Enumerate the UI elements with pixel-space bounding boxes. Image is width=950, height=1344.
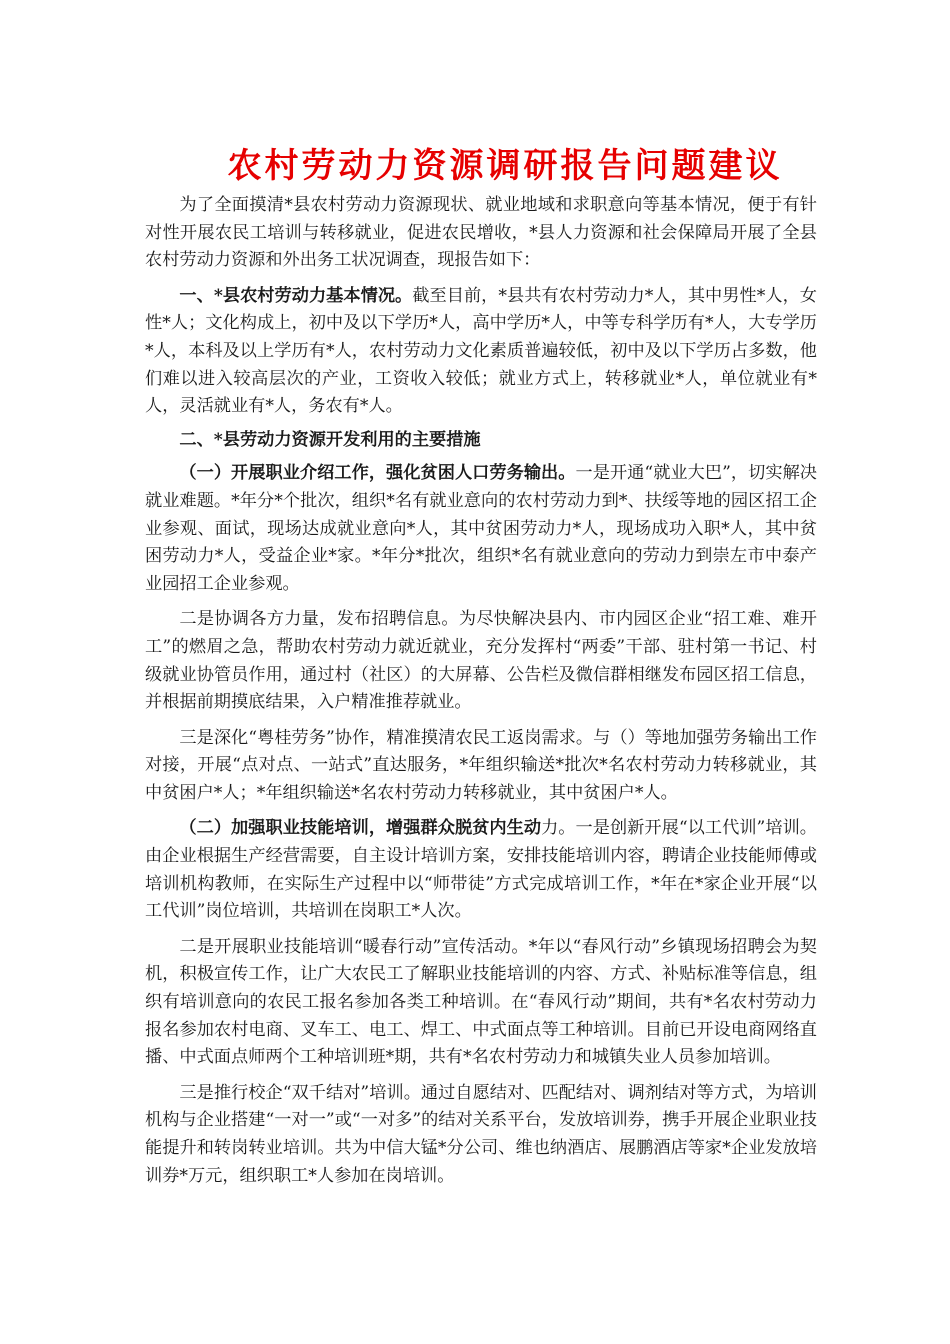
section-heading: 二、*县劳动力资源开发利用的主要措施 xyxy=(179,429,481,450)
paragraph-section-1 xyxy=(145,283,817,421)
paragraph-training-2 xyxy=(145,934,817,1072)
subsection-heading: （一）开展职业介绍工作，强化贫困人口劳务输出。 xyxy=(179,463,576,484)
paragraph-text: 为了全面摸清*县农村劳动力资源现状、就业地域和求职意向等基本情况，便于有针对性开展农民工培训与转移就业，促进农民增收，*县人力资源和社会保障局开展了全县农村劳动力资源和外出务工状况调查，现报告如下： xyxy=(145,195,817,271)
document-title: 农村劳动力资源调研报告问题建议 xyxy=(227,146,783,186)
paragraph-training-3 xyxy=(145,1080,817,1190)
paragraph-subsection-1 xyxy=(145,460,817,598)
paragraph-text: 力。一是创新开展“以工代训”培训。由企业根据生产经营需要，自主设计培训方案，安排技能培训内容，聘请企业技能师傅或培训机构教师，在实际生产过程中以“师带徒”方式完成培训工作，*年在*家企业开展“以工代训”岗位培训，共培训在岗职工*人次。 xyxy=(145,818,817,922)
paragraph-text: 二是协调各方力量，发布招聘信息。为尽快解决县内、市内园区企业“招工难、难开工”的燃眉之急，帮助农村劳动力就近就业，充分发挥村“两委”干部、驻村第一书记、村级就业协管员作用，通过村（社区）的大屏幕、公告栏及微信群相继发布园区招工信息，并根据前期摸底结果，入户精准推荐就业。 xyxy=(145,609,817,713)
paragraph-text: 二是开展职业技能培训“暖春行动”宣传活动。*年以“春风行动”乡镇现场招聘会为契机，积极宣传工作，让广大农民工了解职业技能培训的内容、方式、补贴标准等信息，组织有培训意向的农民工报名参加各类工种培训。在“春风行动”期间，共有*名农村劳动力报名参加农村电商、叉车工、电工、焊工、中式面点等工种培训。目前已开设电商网络直播、中式面点师两个工种培训班*期，共有*名农村劳动力和城镇失业人员参加培训。 xyxy=(145,936,817,1068)
paragraph-text: 三是深化“粤桂劳务”协作，精准摸清农民工返岗需求。与（）等地加强劳务输出工作对接，开展“点对点、一站式”直达服务，*年组织输送*批次*名农村劳动力转移就业，其中贫困户*人；*年组织输送*名农村劳动力转移就业，其中贫困户*人。 xyxy=(145,727,817,803)
subsection-heading: （二）加强职业技能培训，增强群众脱贫内生动 xyxy=(179,818,542,839)
paragraph-measure-3 xyxy=(145,725,817,808)
paragraph-text: 一是开通“就业大巴”，切实解决就业难题。*年分*个批次，组织*名有就业意向的农村劳动力到*、扶绥等地的园区招工企业参观、面试，现场达成就业意向*人，其中贫困劳动力*人，现场成功入职*人，其中贫困劳动力*人，受益企业*家。*年分*批次，组织*名有就业意向的劳动力到崇左市中泰产业园招工企业参观。 xyxy=(145,463,817,594)
paragraph-intro xyxy=(145,192,817,275)
paragraph-text: 三是推行校企“双千结对”培训。通过自愿结对、匹配结对、调剂结对等方式，为培训机构与企业搭建“一对一”或“一对多”的结对关系平台，发放培训券，携手开展企业职业技能提升和转岗转业培训。共为中信大锰*分公司、维也纳酒店、展鹏酒店等家*企业发放培训券*万元，组织职工*人参加在岗培训。 xyxy=(145,1082,817,1186)
paragraph-subsection-2 xyxy=(145,815,817,925)
paragraph-measure-2 xyxy=(145,606,817,716)
paragraph-text: 截至目前，*县共有农村劳动力*人，其中男性*人，女性*人；文化构成上，初中及以下学历*人，高中学历*人，中等专科学历有*人，大专学历*人，本科及以上学历有*人，农村劳动力文化素质普遍较低，初中及以下学历占多数，他们难以进入较高层次的产业，工资收入较低；就业方式上，转移就业*人，单位就业有*人，灵活就业有*人，务农有*人。 xyxy=(145,285,817,417)
section-heading: 一、*县农村劳动力基本情况。 xyxy=(179,285,413,306)
document-body xyxy=(145,192,817,1190)
paragraph-section-2 xyxy=(145,427,817,455)
